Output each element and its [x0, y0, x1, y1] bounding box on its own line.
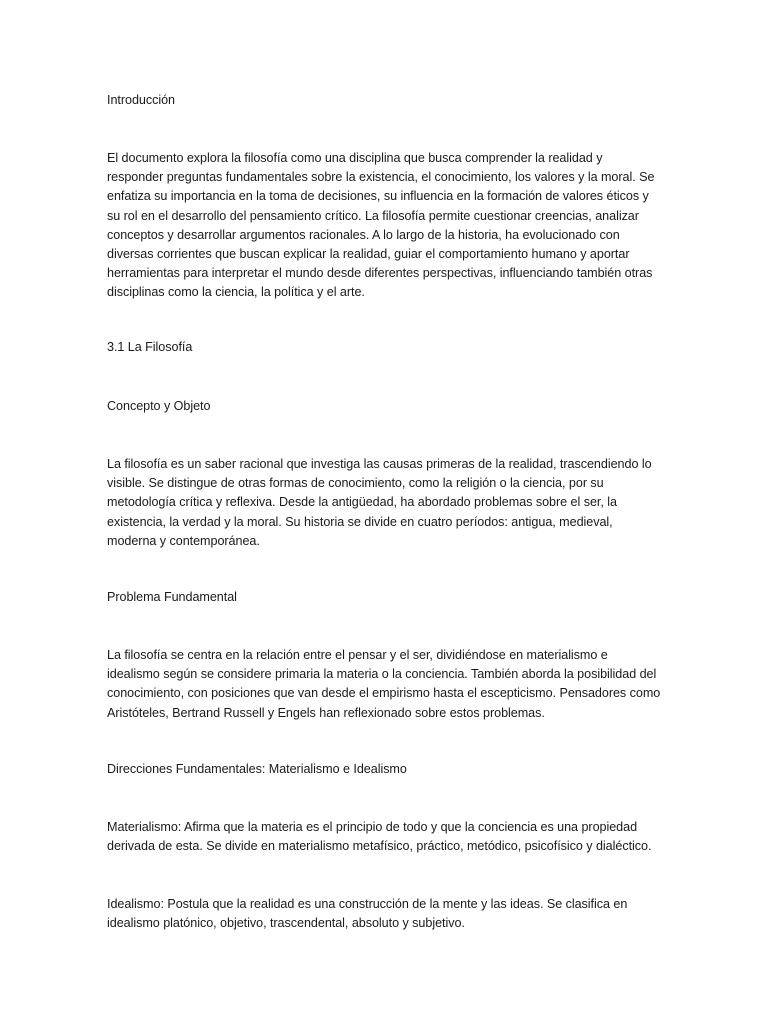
concepto-heading: Concepto y Objeto: [107, 399, 211, 413]
materialismo-paragraph: Materialismo: Afirma que la materia es el principio de todo y que la conciencia es una propiedad derivada de esta. Se divide en materialismo metafísico, práctico, metódico, psicofísico y dialéctico.: [107, 820, 652, 854]
section-heading: 3.1 La Filosofía: [107, 340, 193, 354]
problema-paragraph: La filosofía se centra en la relación entre el pensar y el ser, dividiéndose en materialismo e idealismo según se considere primaria la materia o la conciencia. También aborda la posibilidad del conocimiento, con posiciones que van desde el empirismo hasta el escepticismo. Pensadores como Aristóteles, Bertrand Russell y Engels han reflexionado sobre estos problemas.: [107, 648, 661, 720]
direcciones-heading: Direcciones Fundamentales: Materialismo e Idealismo: [107, 762, 407, 776]
intro-heading: Introducción: [107, 93, 176, 107]
intro-paragraph: El documento explora la filosofía como una disciplina que busca comprender la realidad y responder preguntas fundamentales sobre la existencia, el conocimiento, los valores y la moral. Se enfatiza su importancia en la toma de decisiones, su influencia en la formación de valores éticos y su rol en el desarrollo del pensamiento crítico. La filosofía permite cuestionar creencias, analizar conceptos y desarrollar argumentos racionales. A lo largo de la historia, ha evolucionado con diversas corrientes que buscan explicar la realidad, guiar el comportamiento humano y aportar herramientas para interpretar el mundo desde diferentes perspectivas, influenciando también otras disciplinas como la ciencia, la política y el arte.: [107, 151, 655, 300]
problema-heading: Problema Fundamental: [107, 590, 237, 604]
concepto-paragraph: La filosofía es un saber racional que investiga las causas primeras de la realidad, trascendiendo lo visible. Se distingue de otras formas de conocimiento, como la religión o la ciencia, por su metodología crítica y reflexiva. Desde la antigüedad, ha abordado problemas sobre el ser, la existencia, la verdad y la moral. Su historia se divide en cuatro períodos: antigua, medieval, moderna y contemporánea.: [107, 457, 652, 548]
idealismo-paragraph: Idealismo: Postula que la realidad es una construcción de la mente y las ideas. Se clasifica en idealismo platónico, objetivo, trascendental, absoluto y subjetivo.: [107, 897, 628, 931]
